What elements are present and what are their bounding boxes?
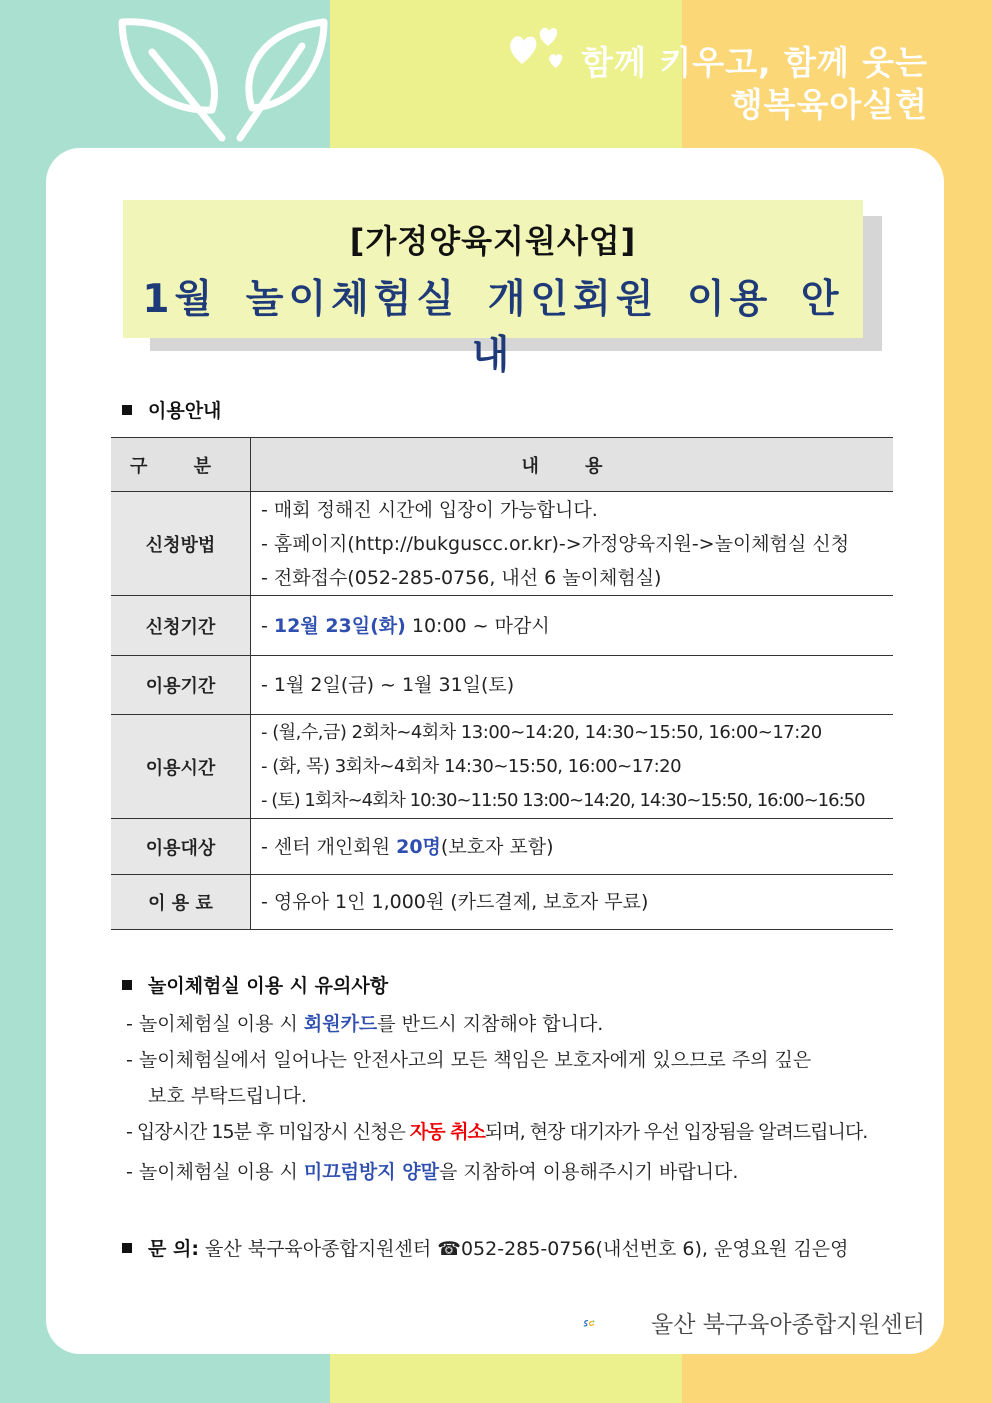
table-header-row bbox=[111, 438, 893, 492]
table-row bbox=[111, 715, 893, 819]
center-logo-icon bbox=[583, 1303, 649, 1343]
leaves-icon bbox=[112, 10, 342, 150]
row-value-apply-period bbox=[251, 596, 894, 656]
row-value-fee: - 영유아 1인 1,000원 (카드결제, 보호자 무료) bbox=[251, 875, 894, 930]
section-caution-label: 놀이체험실 이용 시 유의사항 bbox=[148, 975, 389, 997]
bullet-square-icon bbox=[122, 1243, 132, 1253]
target-suffix: (보호자 포함) bbox=[440, 835, 554, 858]
note-item bbox=[126, 1154, 867, 1190]
caution-notes bbox=[126, 1006, 867, 1190]
row-label-apply-period: 신청기간 bbox=[111, 596, 251, 656]
note-highlight-red: 자동 취소 bbox=[409, 1121, 485, 1143]
page-title: 1월 놀이체험실 개인회원 이용 안내 bbox=[142, 277, 844, 378]
apply-method-line: - 전화접수(052-285-0756, 내선 6 놀이체험실) bbox=[261, 566, 662, 589]
usage-info-table bbox=[111, 437, 893, 930]
title-program: [가정양육지원사업] bbox=[349, 222, 637, 260]
note-text: 을 지참하여 이용해주시기 바랍니다. bbox=[438, 1161, 739, 1183]
table-row bbox=[111, 656, 893, 715]
note-highlight: 회원카드 bbox=[303, 1013, 378, 1035]
column-header-content: 내 용 bbox=[251, 438, 894, 492]
note-text: - 놀이체험실에서 일어나는 안전사고의 모든 책임은 보호자에게 있으므로 주의 깊은 bbox=[126, 1049, 812, 1071]
contact-label: 문 의: bbox=[148, 1238, 199, 1260]
contact-text: 울산 북구육아종합지원센터 ☎052-285-0756(내선번호 6), 운영요원 김은영 bbox=[198, 1238, 849, 1260]
note-item bbox=[126, 1042, 867, 1078]
target-prefix: - 센터 개인회원 bbox=[261, 835, 397, 858]
slogan bbox=[581, 42, 928, 126]
note-text: 되며, 현장 대기자가 우선 입장됨을 알려드립니다. bbox=[484, 1121, 868, 1143]
row-value-target bbox=[251, 819, 894, 875]
note-item bbox=[126, 1114, 867, 1150]
row-label-use-time: 이용시간 bbox=[111, 715, 251, 819]
target-capacity: 20명 bbox=[396, 835, 441, 858]
note-item-continued: 보호 부탁드립니다. bbox=[148, 1085, 307, 1107]
bullet-square-icon bbox=[122, 980, 132, 990]
column-header-category: 구 분 bbox=[111, 438, 251, 492]
note-text: - 놀이체험실 이용 시 bbox=[126, 1161, 304, 1183]
row-label-fee: 이 용 료 bbox=[111, 875, 251, 930]
apply-method-line: - 홈페이지(http://bukguscc.or.kr)->가정양육지원->놀이체험실 신청 bbox=[261, 532, 850, 555]
table-row bbox=[111, 875, 893, 930]
slogan-line-1: 함께 키우고, 함께 웃는 bbox=[581, 43, 928, 82]
center-logo-text: 울산 북구육아종합지원센터 bbox=[651, 1312, 925, 1338]
section-usage-heading bbox=[122, 396, 221, 423]
note-text: 를 반드시 지참해야 합니다. bbox=[377, 1013, 604, 1035]
note-text: - 놀이체험실 이용 시 bbox=[126, 1013, 304, 1035]
bullet-square-icon bbox=[122, 405, 132, 415]
row-value-apply-method bbox=[251, 492, 894, 596]
table-row bbox=[111, 596, 893, 656]
section-caution-heading bbox=[122, 971, 388, 998]
use-time-line: - (화, 목) 3회차~4회차 14:30~15:50, 16:00~17:20 bbox=[261, 755, 682, 777]
row-value-use-time bbox=[251, 715, 894, 819]
use-time-line: - (토) 1회차~4회차 10:30~11:50 13:00~14:20, 14:30~15:50, 16:00~16:50 bbox=[261, 789, 865, 811]
table-row bbox=[111, 819, 893, 875]
slogan-line-2: 행복육아실현 bbox=[730, 85, 928, 124]
apply-period-prefix: - bbox=[261, 614, 274, 637]
note-text: - 입장시간 15분 후 미입장시 신청은 bbox=[126, 1121, 410, 1143]
title-box bbox=[123, 200, 863, 378]
table-row bbox=[111, 492, 893, 596]
row-label-apply-method: 신청방법 bbox=[111, 492, 251, 596]
apply-method-line: - 매회 정해진 시간에 입장이 가능합니다. bbox=[261, 498, 598, 521]
section-usage-label: 이용안내 bbox=[148, 400, 222, 422]
row-value-use-period: - 1월 2일(금) ~ 1월 31일(토) bbox=[251, 656, 894, 715]
row-label-target: 이용대상 bbox=[111, 819, 251, 875]
note-highlight: 미끄럼방지 양말 bbox=[303, 1161, 439, 1183]
hearts-icon bbox=[508, 24, 570, 70]
use-time-line: - (월,수,금) 2회차~4회차 13:00~14:20, 14:30~15:50, 16:00~17:20 bbox=[261, 721, 822, 743]
apply-period-time: 10:00 ~ 마감시 bbox=[405, 614, 550, 637]
row-label-use-period: 이용기간 bbox=[111, 656, 251, 715]
apply-period-date: 12월 23일(화) bbox=[273, 614, 406, 637]
note-item bbox=[126, 1006, 867, 1042]
contact-info bbox=[122, 1234, 849, 1261]
